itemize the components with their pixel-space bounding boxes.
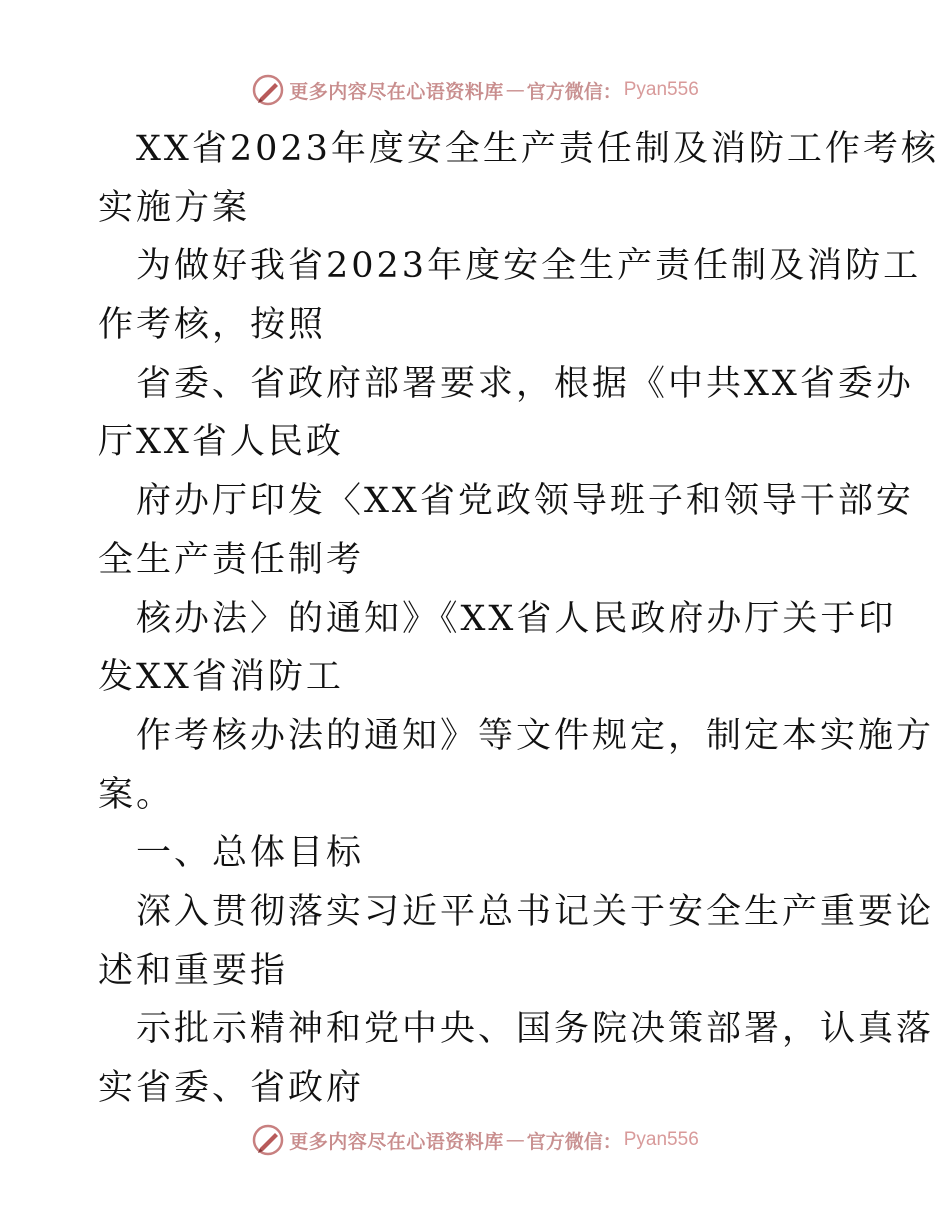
paragraph-line: 作考核办法的通知》等文件规定，制定本实施方: [136, 715, 935, 756]
paragraph-line: 发XX省消防工: [98, 657, 344, 698]
watermark-id: Pyan556: [623, 1129, 699, 1150]
footer-watermark: [0, 1122, 950, 1158]
paragraph-line: 述和重要指: [98, 950, 289, 991]
paragraph-line: 全生产责任制考: [98, 539, 365, 580]
paragraph-line: 核办法〉的通知》《XX省人民政府办厅关于印: [136, 598, 897, 639]
section-heading: 一、总体目标: [136, 833, 365, 874]
watermark-separator: —: [505, 1129, 525, 1151]
paragraph-line: 厅XX省人民政: [98, 422, 344, 463]
header-watermark: [0, 72, 950, 108]
watermark-official: 官方微信：: [526, 1130, 622, 1153]
paragraph-line: 府办厅印发〈XX省党政领导班子和领导干部安: [136, 481, 914, 522]
paragraph-line: 深入贯彻落实习近平总书记关于安全生产重要论: [136, 891, 935, 932]
watermark-separator: —: [505, 79, 525, 101]
paragraph-line: 示批示精神和党中央、国务院决策部署，认真落: [136, 1009, 935, 1050]
watermark-id: Pyan556: [623, 79, 699, 100]
paragraph-line: 实省委、省政府: [98, 1068, 365, 1108]
paragraph-line: 为做好我省2023年度安全生产责任制及消防工: [136, 246, 922, 287]
paragraph-line: 案。: [98, 774, 175, 815]
document-title-line: 实施方案: [98, 187, 251, 228]
pen-logo-icon: [251, 73, 285, 107]
paragraph-line: 省委、省政府部署要求，根据《中共XX省委办: [136, 363, 914, 404]
paragraph-line: 作考核，按照: [98, 305, 327, 346]
watermark-official: 官方微信：: [526, 80, 622, 103]
pen-logo-icon: [251, 1123, 285, 1157]
document-title-line: XX省2023年度安全生产责任制及消防工作考核: [136, 129, 939, 169]
watermark-text: 更多内容尽在心语资料库: [289, 1130, 504, 1153]
watermark-text: 更多内容尽在心语资料库: [289, 80, 504, 103]
document-body: [98, 120, 939, 1118]
